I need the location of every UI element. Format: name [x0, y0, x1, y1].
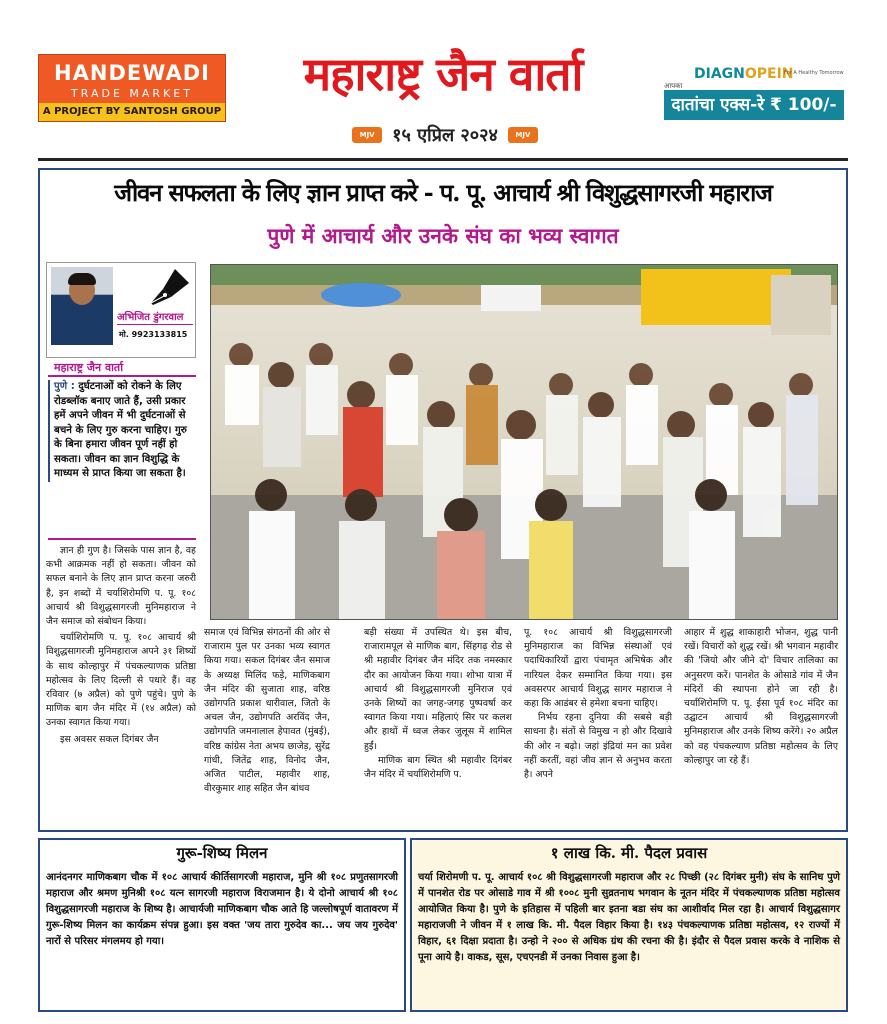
main-article	[38, 168, 848, 832]
author-name: अभिजित डुंगरवाल	[117, 312, 184, 323]
author-photo	[51, 267, 113, 345]
ad-left-name: HANDEWADI	[54, 61, 210, 85]
ad-left-sub: TRADE MARKET	[71, 87, 193, 100]
col5-para: आहार में शुद्ध शाकाहारी भोजन, शुद्ध पानी रखें। विचारों को शुद्ध रखें। श्री भगवान महावीर की 'जियो और जीने दो' विचार तालिका का अनुसरण करें। पानशेत के ओसाडे गांव में जैन मंदिरों की स्थापना होने जा रही है। चर्याशिरोमणि प. पू. ईसा पूर्व १०८ मंदिर का उद्घाटन आचार्य श्री विशुद्धसागरजी मुनिमहाराज और उनके शिष्य करेंगे। २० अप्रैल को वह पंचकल्याण प्रतिष्ठा महोत्सव के लिए कोल्हापुर जा रहे हैं।	[684, 627, 838, 766]
date-row	[316, 122, 574, 148]
article-headline: जीवन सफलता के लिए ज्ञान प्राप्त करे - प. पू. आचार्य श्री विशुद्धसागरजी महाराज	[114, 178, 772, 207]
ad-left-tagline: A PROJECT BY SANTOSH GROUP	[39, 103, 225, 121]
col2-para: समाज एवं विभिन्न संगठनों की ओर से राजाराम पुल पर उनका भव्य स्वागत किया गया। सकल दिगंबर जैन समाज के अध्यक्ष मिलिंद फड़े, माणिकबाग जैन मंदिर की सुजाता शाह, वरिष्ठ उद्योगपति प्रकाश धारीवाल, जितो के अचल जैन, उद्योगपति अरविंद जैन, उद्योगपति जमनालाल हेपावत (मुंबई), वरिष्ठ कांग्रेस नेता अभय छाजेड़, सुरेंद्र गांधी, जितेंद्र शाह, विनोद जैन, अजित पाटील, महावीर शाह, वीरकुमार शाह सहित जैन बांधव	[204, 627, 330, 795]
source-rule	[48, 375, 196, 377]
procession-illustration	[211, 265, 838, 620]
author-box	[46, 262, 196, 358]
article-column-4	[524, 626, 672, 784]
author-hair	[68, 273, 96, 285]
article-subheadline: पुणे में आचार्य और उनके संघ का भव्य स्वागत	[267, 223, 619, 248]
col4-para: निर्भय रहना दुनिया की सबसे बड़ी साधना है। संतों से विमुख न हो और दिखावे की ओर न बढ़ो। जहां इंद्रियां मन का प्रवेश नहीं करतीं, वहां जीव ज्ञान से अनुभव करता है। अपने	[524, 712, 672, 781]
procession-photo	[210, 264, 838, 620]
issue-date: १५ एप्रिल २०२४	[392, 125, 498, 146]
lede-place: पुणे :	[54, 381, 79, 392]
article-lede	[48, 380, 198, 482]
ad-right-brand-tag: For A Healthy Tomorrow	[784, 70, 844, 76]
handewadi-ad[interactable]	[38, 54, 226, 122]
ad-right-offer: दातांचा एक्स-रे ₹ 100/-	[664, 90, 844, 120]
col1-para: ज्ञान ही गुण है। जिसके पास ज्ञान है, वह कभी आक्रमक नहीं हो सकता। जीवन को सफल बनाने के लिए ज्ञान प्राप्त करना जरुरी है, इन शब्दों में चर्याशिरोमणि प. पू. १०८ आचार्य श्री विशुद्धसागरजी मुनिमहाराज ने जैन समाज को संबोधन किया।	[46, 545, 196, 628]
ad-right-sub: आपका	[664, 82, 683, 90]
author-underline	[117, 324, 193, 325]
article-column-3	[364, 626, 512, 784]
col1-para: इस अवसर सकल दिगंबर जैन	[60, 733, 159, 745]
padyatra-title: १ लाख कि. मी. पैदल प्रवास	[550, 844, 708, 862]
padyatra-box	[410, 838, 848, 1012]
masthead-title: महाराष्ट्र जैन वार्ता	[303, 47, 583, 101]
guru-shishya-box	[38, 838, 406, 1012]
article-column-1	[46, 544, 196, 749]
lede-rule	[48, 538, 196, 540]
article-column-5	[684, 626, 838, 768]
guru-shishya-body: आनंदनगर माणिकबाग चौक में १०८ आचार्य कीर्तिसागरजी महाराज, मुनि श्री १०८ प्रणुतसागरजी महाराज और श्रमण मुनिश्री १०८ यत्न सागरजी महाराज विराजमान है। ये दोनो आचार्य श्री १०८ विशुद्धसागरजी महाराज के शिष्य है। आचार्यजी माणिकबाग चौक आते हि जल्लोषपूर्ण वातावरण में गुरू-शिष्य मिलन का कार्यक्रम संपन्न हुआ। इस वक्त 'जय तारा गुरुदेव का... जय जय गुरुदेव' नारों से परिसर मंगलमय हो गया।	[46, 872, 398, 947]
col3-para: बड़ी संख्या में उपस्थित थे। इस बीच, राजारामपूल से माणिक बाग, सिंहगढ़ रोड से श्री महावीर दिगंबर जैन मंदिर तक नमस्कार दौर का आयोजन किया गया। शोभा यात्रा में आचार्य श्री विशुद्धसागरजी मुनिराज एवं उनके शिष्यों का जगह-जगह पुष्पवर्षा कर स्वागत किया गया। महिलाएं सिर पर कलश और हाथों में ध्वज लेकर जुलूस में शामिल हुईं।	[364, 627, 512, 752]
fountain-pen-icon	[145, 267, 191, 307]
masthead-divider	[38, 158, 848, 161]
guru-shishya-title: गुरू-शिष्य मिलन	[176, 844, 268, 862]
lede-text: दुर्घटनाओं को रोकने के लिए रोडब्लॉक बनाए जाते हैं, उसी प्रकार हमें अपने जीवन में भी दुर्घटनाओं से बचने के लिए गुरु करना चाहिए। गुरु के बिना हमारा जीवन पूर्ण नहीं हो सकता। जीवन का ज्ञान विशुद्धि के माध्यम से प्राप्त किया जा सकता है।	[54, 381, 187, 479]
mini-logo-left: MJV	[352, 127, 382, 143]
col1-para: चर्याशिरोमणि प. पू. १०८ आचार्य श्री विशुद्धसागरजी मुनिमहाराज अपने ३१ शिष्यों के साथ कोल्हापुर में पंचकल्याणक प्रतिष्ठा महोत्सव के लिए दिल्ली से पधारे हैं। वह रविवार (७ अप्रैल) को पुणे पहुंचे। पुणे के माणिक बाग जैन मंदिर में (१४ अप्रैल) को उनका स्वागत किया गया।	[46, 632, 196, 729]
mini-logo-right: MJV	[508, 127, 538, 143]
padyatra-body: चर्या शिरोमणी प. पू. आचार्य १०८ श्री विशुद्धसागरजी महाराज और २८ पिच्छी (२८ दिगंबर मुनी) संघ के सानिध पुणे में पानशेत रोड पर ओसाडे गाव में श्री १००८ मुनी सुव्रतनाथ भगवान के नूतन मंदिर में पंचकल्याणक प्रतिष्ठा महोत्सव आयोजित किया है। पुणे के इतिहास में पहिली बार इतना बडा संघ का आशीर्वाद मिल रहा है। आचार्य विशुद्धसागर महाराजजी ने जीवन में १ लाख कि. मी. पैदल विहार किया है। १४३ पंचकल्याणक प्रतिष्ठा महोत्सव, १२ राज्यों में विहार, ६१ दिक्षा प्रदाता है। उन्हो ने २०० से अधिक ग्रंथ की रचना की है। इंदौर से पैदल प्रवास करके वे नाशिक से पूना आये है। वाकड, सूस, एचएनडी में उनका निवास हुआ है।	[418, 872, 840, 963]
article-column-2	[204, 626, 330, 796]
col4-para: पू. १०८ आचार्य श्री विशुद्धसागरजी मुनिमहाराज का विभिन्न संस्थाओं एवं पदाधिकारियों द्वारा पंचामृत अभिषेक और नारियल देकर सम्मानित किया गया। इस अवसरपर आचार्य विशुद्ध सागर महाराज ने कहा कि आडंबर से हमेशा बचना चाहिए।	[524, 627, 672, 710]
author-phone: मो. 9923133815	[119, 330, 188, 339]
diagnopein-ad[interactable]	[664, 60, 844, 122]
col3-para: माणिक बाग स्थित श्री महावीर दिगंबर जैन मंदिर में चर्याशिरोमणि प.	[364, 754, 512, 781]
source-label: महाराष्ट्र जैन वार्ता	[54, 361, 124, 374]
ad-right-brand: DIAGNOPEIN	[694, 66, 794, 82]
